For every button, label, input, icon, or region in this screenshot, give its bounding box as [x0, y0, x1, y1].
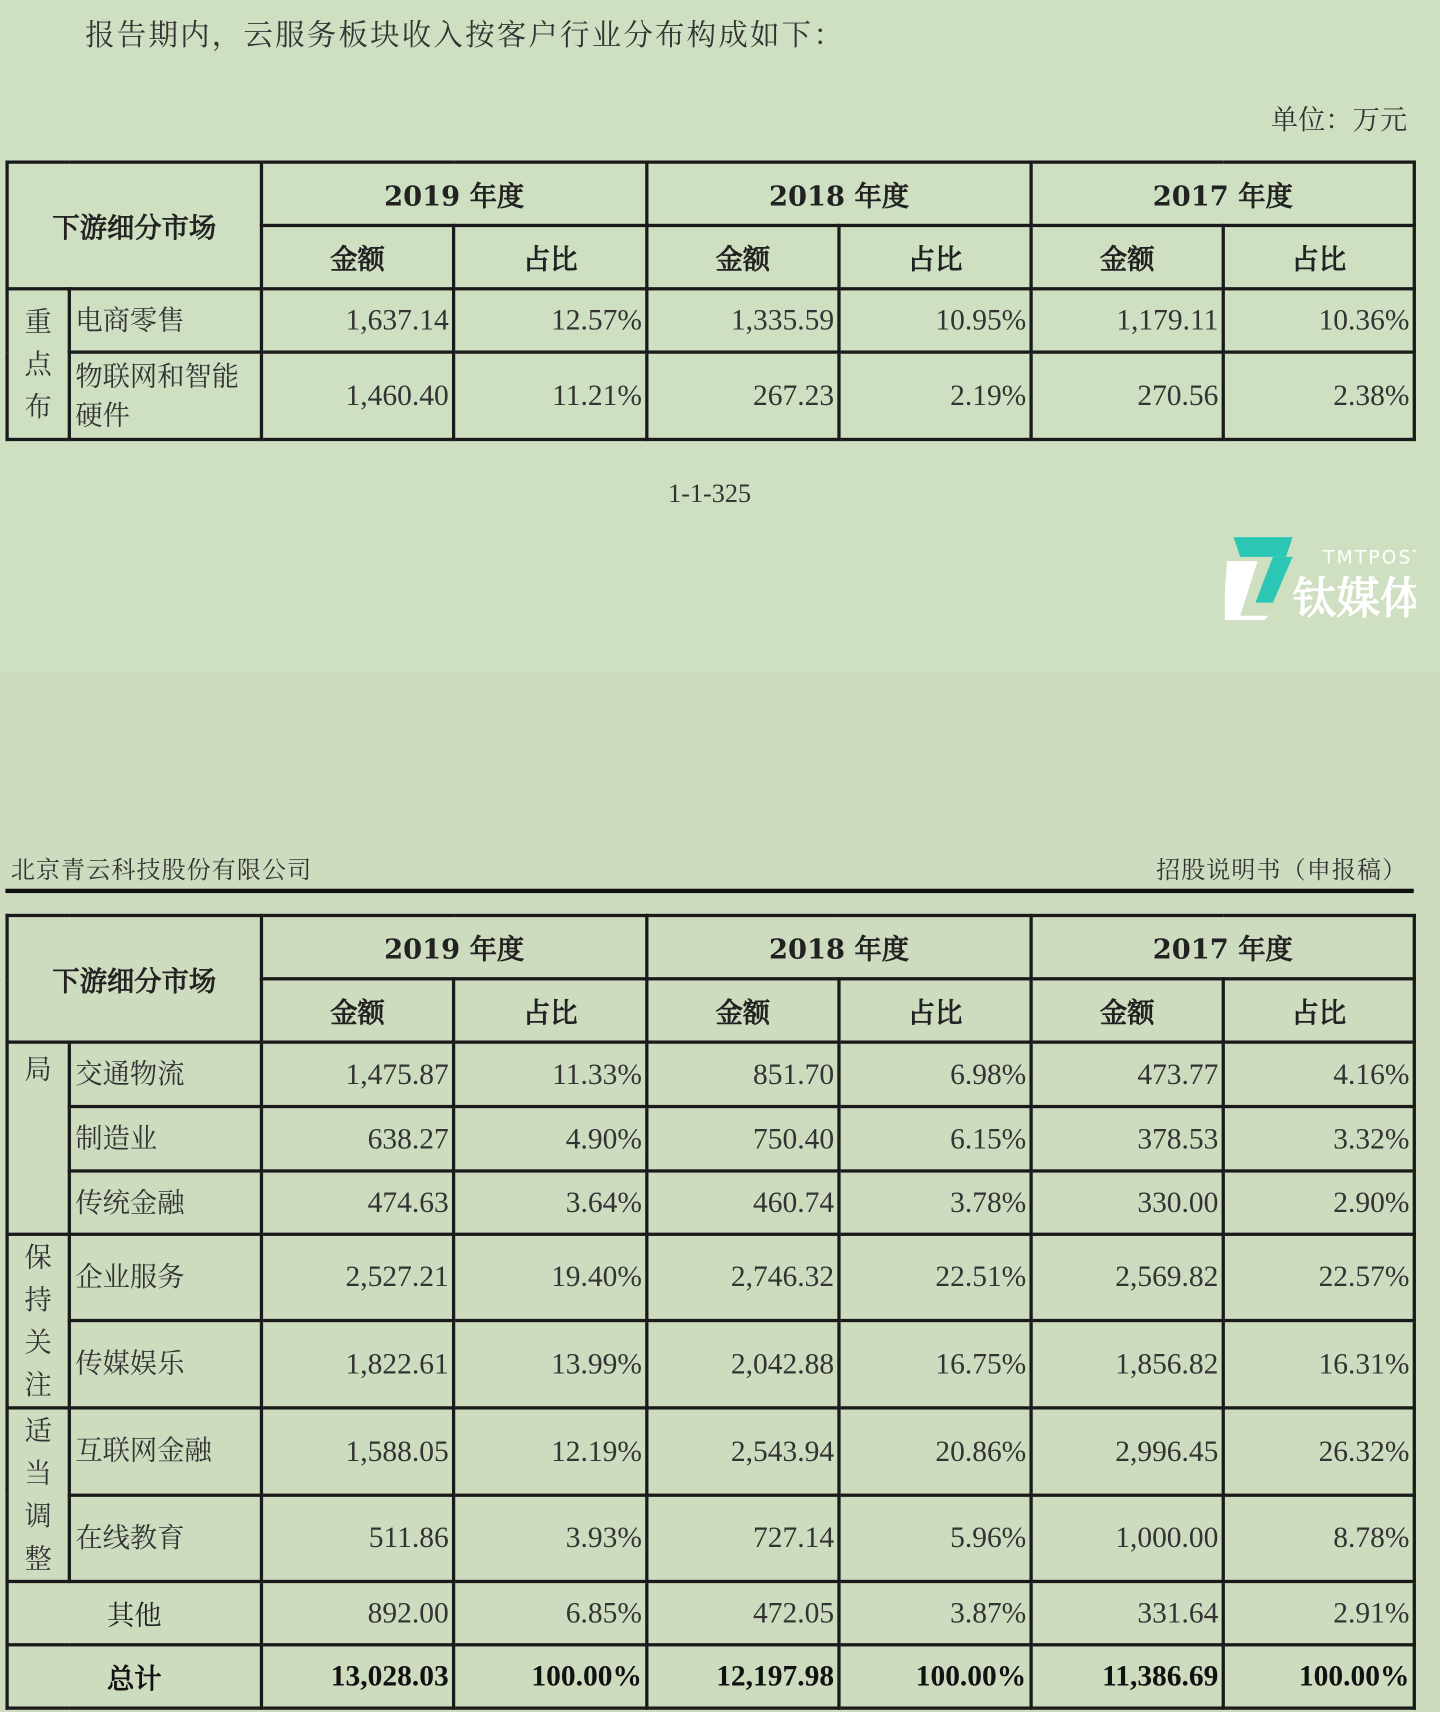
value-cell: 3.32%	[1223, 1107, 1414, 1171]
market-header: 下游细分市场	[7, 915, 261, 1042]
value-cell: 270.56	[1031, 352, 1223, 439]
revenue-table-part1	[5, 160, 1416, 441]
value-cell: 6.98%	[839, 1042, 1031, 1106]
group-cell	[7, 1234, 69, 1408]
value-cell: 1,637.14	[261, 289, 453, 352]
value-cell: 13,028.03	[261, 1645, 453, 1708]
value-cell: 1,179.11	[1031, 289, 1223, 352]
value-cell: 3.64%	[454, 1171, 647, 1234]
header-row	[7, 162, 1414, 225]
value-cell: 11.33%	[454, 1042, 647, 1106]
table-row	[7, 289, 1414, 352]
group-cell	[7, 289, 69, 440]
amount-header: 金额	[647, 979, 839, 1042]
value-cell: 2,996.45	[1031, 1408, 1223, 1495]
market-name: 传统金融	[69, 1171, 261, 1234]
unit-label: 单位：万元	[1270, 103, 1408, 136]
value-cell: 2,746.32	[647, 1234, 839, 1320]
amount-header: 金额	[1031, 225, 1223, 288]
year-header: 2018 年度	[647, 162, 1031, 225]
value-cell: 474.63	[261, 1171, 453, 1234]
value-cell: 1,460.40	[261, 352, 453, 439]
value-cell: 4.16%	[1223, 1042, 1414, 1106]
table-row	[7, 1042, 1414, 1106]
value-cell: 851.70	[647, 1042, 839, 1106]
value-cell: 331.64	[1031, 1581, 1223, 1644]
value-cell: 12.19%	[454, 1408, 647, 1495]
svg-text:钛媒体: 钛媒体	[1292, 573, 1416, 623]
year-header: 2017 年度	[1031, 915, 1414, 978]
year-header: 2019 年度	[261, 162, 646, 225]
value-cell: 1,856.82	[1031, 1321, 1223, 1408]
tmtpost-watermark-logo	[1225, 535, 1416, 622]
document-type: 招股说明书（申报稿）	[1156, 857, 1408, 885]
value-cell: 6.85%	[454, 1581, 647, 1644]
value-cell: 2.91%	[1223, 1581, 1414, 1644]
value-cell: 1,000.00	[1031, 1495, 1223, 1582]
value-cell: 100.00%	[454, 1645, 647, 1708]
value-cell: 22.57%	[1223, 1234, 1414, 1320]
ratio-header: 占比	[1223, 225, 1414, 288]
value-cell: 750.40	[647, 1107, 839, 1171]
value-cell: 100.00%	[1223, 1645, 1414, 1708]
value-cell: 13.99%	[454, 1321, 647, 1408]
group-cell	[7, 1408, 69, 1582]
year-header: 2017 年度	[1031, 162, 1414, 225]
value-cell: 22.51%	[839, 1234, 1031, 1320]
market-header: 下游细分市场	[7, 162, 261, 289]
other-row	[7, 1581, 1414, 1644]
table-row	[7, 1495, 1414, 1582]
ratio-header: 占比	[1223, 979, 1414, 1042]
company-name: 北京青云科技股份有限公司	[10, 857, 313, 885]
value-cell: 26.32%	[1223, 1408, 1414, 1495]
table-row	[7, 1408, 1414, 1495]
value-cell: 330.00	[1031, 1171, 1223, 1234]
group-cell	[7, 1042, 69, 1234]
value-cell: 12.57%	[454, 289, 647, 352]
value-cell: 2,569.82	[1031, 1234, 1223, 1320]
value-cell: 378.53	[1031, 1107, 1223, 1171]
total-row	[7, 1645, 1414, 1708]
value-cell: 19.40%	[454, 1234, 647, 1320]
value-cell: 2,042.88	[647, 1321, 839, 1408]
market-name: 企业服务	[69, 1234, 261, 1320]
value-cell: 100.00%	[839, 1645, 1031, 1708]
group-label: 重点布	[24, 305, 52, 423]
value-cell: 2.19%	[839, 352, 1031, 439]
total-label: 总计	[7, 1645, 261, 1708]
value-cell: 16.75%	[839, 1321, 1031, 1408]
value-cell: 12,197.98	[647, 1645, 839, 1708]
table-row	[7, 1107, 1414, 1171]
market-name: 制造业	[69, 1107, 261, 1171]
value-cell: 892.00	[261, 1581, 453, 1644]
value-cell: 1,335.59	[647, 289, 839, 352]
value-cell: 4.90%	[454, 1107, 647, 1171]
amount-header: 金额	[261, 225, 453, 288]
ratio-header: 占比	[454, 979, 647, 1042]
table-row	[7, 1171, 1414, 1234]
ratio-header: 占比	[839, 979, 1031, 1042]
ratio-header: 占比	[454, 225, 647, 288]
market-name: 传媒娱乐	[69, 1321, 261, 1408]
page-number: 1-1-325	[668, 480, 752, 509]
group-label: 保持关注	[24, 1241, 52, 1401]
value-cell: 267.23	[647, 352, 839, 439]
value-cell: 3.78%	[839, 1171, 1031, 1234]
amount-header: 金额	[1031, 979, 1223, 1042]
value-cell: 8.78%	[1223, 1495, 1414, 1582]
revenue-table-part2	[5, 914, 1416, 1710]
value-cell: 1,822.61	[261, 1321, 453, 1408]
year-header: 2019 年度	[261, 915, 646, 978]
table-row	[7, 1321, 1414, 1408]
value-cell: 2,527.21	[261, 1234, 453, 1320]
value-cell: 460.74	[647, 1171, 839, 1234]
value-cell: 11.21%	[454, 352, 647, 439]
value-cell: 3.87%	[839, 1581, 1031, 1644]
value-cell: 20.86%	[839, 1408, 1031, 1495]
group-label: 局	[24, 1053, 52, 1086]
year-header: 2018 年度	[647, 915, 1031, 978]
market-name: 物联网和智能硬件	[69, 352, 261, 439]
header-rule	[5, 889, 1413, 893]
value-cell: 3.93%	[454, 1495, 647, 1582]
table-row	[7, 352, 1414, 439]
value-cell: 638.27	[261, 1107, 453, 1171]
value-cell: 11,386.69	[1031, 1645, 1223, 1708]
table-row	[7, 1234, 1414, 1320]
group-label: 适当调整	[24, 1414, 52, 1575]
other-label: 其他	[7, 1581, 261, 1644]
value-cell: 10.95%	[839, 289, 1031, 352]
value-cell: 16.31%	[1223, 1321, 1414, 1408]
header-row	[7, 915, 1414, 978]
value-cell: 2.38%	[1223, 352, 1414, 439]
svg-text:TMTPOST: TMTPOST	[1323, 547, 1416, 569]
value-cell: 1,588.05	[261, 1408, 453, 1495]
market-name: 交通物流	[69, 1042, 261, 1106]
market-name: 互联网金融	[69, 1408, 261, 1495]
value-cell: 2.90%	[1223, 1171, 1414, 1234]
market-name: 电商零售	[69, 289, 261, 352]
value-cell: 5.96%	[839, 1495, 1031, 1582]
tmtpost-logo-icon	[1225, 535, 1416, 622]
value-cell: 10.36%	[1223, 289, 1414, 352]
value-cell: 6.15%	[839, 1107, 1031, 1171]
value-cell: 1,475.87	[261, 1042, 453, 1106]
value-cell: 2,543.94	[647, 1408, 839, 1495]
amount-header: 金额	[647, 225, 839, 288]
market-name: 在线教育	[69, 1495, 261, 1582]
ratio-header: 占比	[839, 225, 1031, 288]
value-cell: 472.05	[647, 1581, 839, 1644]
intro-text: 报告期内，云服务板块收入按客户行业分布构成如下：	[85, 18, 845, 53]
value-cell: 473.77	[1031, 1042, 1223, 1106]
value-cell: 727.14	[647, 1495, 839, 1582]
amount-header: 金额	[261, 979, 453, 1042]
value-cell: 511.86	[261, 1495, 453, 1582]
